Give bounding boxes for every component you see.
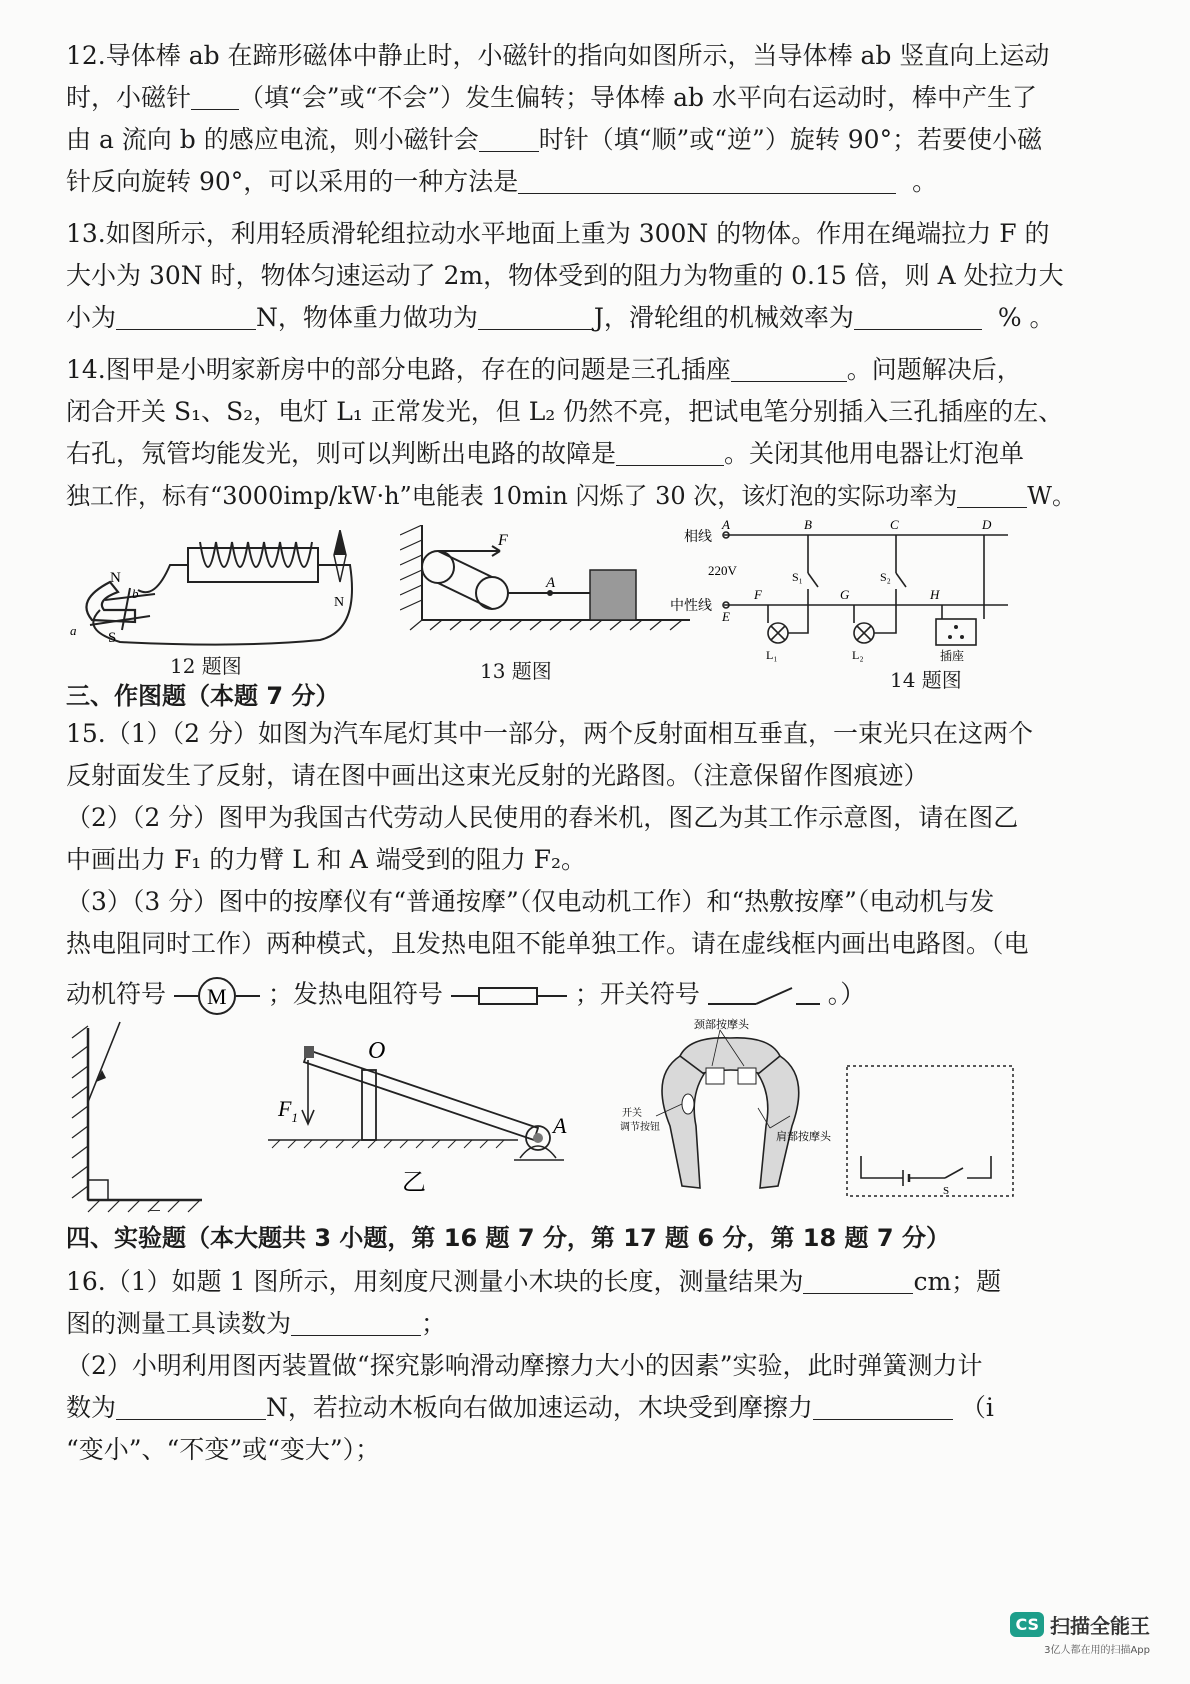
node-e-label: E: [722, 609, 730, 624]
q12-line2: 时，小磁针 （填“会”或“不会”）发生偏转；导体棒 ab 水平向右运动时，棒中产生了: [66, 83, 1037, 112]
answer-blank[interactable]: [813, 1397, 953, 1420]
app-name: 扫描全能王: [1050, 1614, 1150, 1638]
q15-p3b: 热电阻同时工作）两种模式，且发热电阻不能单独工作。请在虚线框内画出电路图。（电: [66, 929, 1029, 958]
compass-n-label: N: [334, 595, 345, 610]
node-a-label: A: [722, 517, 730, 532]
q15-p2b: 中画出力 F₁ 的力臂 L 和 A 端受到的阻力 F₂。: [66, 845, 587, 874]
rod-b-label: b: [132, 586, 139, 601]
answer-blank[interactable]: [191, 87, 239, 110]
figure-14: [668, 515, 1028, 665]
q15-p3c: 动机符号 M ；发热电阻符号 ；开关符号 。）: [66, 976, 865, 1016]
q14-line4: 独工作，标有“3000imp/kW·h”电能表 10min 闪烁了 30 次，该灯泡的实际功率为 W。: [66, 482, 1076, 510]
answer-blank[interactable]: [518, 171, 896, 194]
figure-13-caption: 13 题图: [480, 659, 552, 683]
answer-blank[interactable]: [116, 1397, 266, 1420]
lever-caption: 乙: [402, 1170, 426, 1196]
resistor-symbol-icon: [451, 984, 567, 1008]
figure-14-caption: 14 题图: [890, 668, 962, 692]
neutral-wire-label: 中性线: [670, 599, 712, 614]
answer-blank[interactable]: [854, 307, 982, 330]
q16-line3: （2）小明利用图丙装置做“探究影响滑动摩擦力大小的因素”实验，此时弹簧测力计: [66, 1351, 983, 1380]
switch-symbol-icon: [708, 982, 820, 1010]
q14-line1: 14.图甲是小明家新房中的部分电路，存在的问题是三孔插座 。问题解决后，: [66, 355, 1022, 384]
reflector-figure: [64, 1018, 204, 1213]
app-slogan: 3亿人都在用的扫描App: [1044, 1645, 1150, 1656]
scanner-watermark: [1010, 1610, 1150, 1656]
switch-label-1: 开关: [622, 1108, 642, 1119]
section-3-title: 三、作图题（本题 7 分）: [66, 682, 340, 710]
lamp-l1-label: L₁: [766, 648, 778, 662]
voltage-label: 220V: [708, 563, 737, 578]
q13-line1: 13.如图所示，利用轻质滑轮组拉动水平地面上重为 300N 的物体。作用在绳端拉力 F 的: [66, 219, 1050, 248]
answer-blank[interactable]: [291, 1313, 421, 1336]
answer-blank[interactable]: [616, 443, 724, 466]
switch-s1-label: S₁: [792, 570, 803, 584]
magnet-n-label: N: [110, 570, 121, 586]
live-wire-label: 相线: [684, 530, 712, 545]
q14-line2: 闭合开关 S₁、S₂，电灯 L₁ 正常发光，但 L₂ 仍然不亮，把试电笔分别插入三孔插座的左、: [66, 397, 1064, 426]
node-g-label: G: [840, 587, 850, 602]
q16-line5: “变小”、“不变”或“变大”）；: [66, 1435, 381, 1464]
q16-line1: 16.（1）如题 1 图所示，用刻度尺测量小木块的长度，测量结果为 cm；题: [66, 1267, 1002, 1296]
q15-p1a: 15.（1）（2 分）如图为汽车尾灯其中一部分，两个反射面相互垂直，一束光只在这两个: [66, 719, 1034, 748]
q16-line2: 图的测量工具读数为 ；: [66, 1309, 447, 1338]
q13-line3: 小为 N，物体重力做功为 J，滑轮组的机械效率为 % 。: [66, 303, 1055, 332]
rod-a-label: a: [70, 623, 77, 638]
motor-symbol-label: M: [206, 984, 227, 1009]
node-f-label: F: [754, 587, 762, 602]
q15-p3a: （3）（3 分）图中的按摩仪有“普通按摩”（仅电动机工作）和“热敷按摩”（电动机与发: [66, 887, 995, 916]
force-f1-label: $F_1$: [278, 1096, 298, 1125]
q12-line1: 12.导体棒 ab 在蹄形磁体中静止时，小磁针的指向如图所示，当导体棒 ab 竖直向上运动: [66, 41, 1050, 70]
app-badge-icon: CS: [1010, 1612, 1044, 1637]
socket-label: 插座: [940, 649, 965, 663]
switch-s2-label: S₂: [880, 570, 891, 584]
switch-s-label: S: [943, 1185, 950, 1197]
node-d-label: D: [982, 517, 992, 532]
node-c-label: C: [890, 517, 899, 532]
answer-blank[interactable]: [803, 1271, 913, 1294]
q15-p1b: 反射面发生了反射，请在图中画出这束光反射的光路图。（注意保留作图痕迹）: [66, 761, 929, 790]
switch-label-2: 调节按钮: [620, 1122, 660, 1133]
magnet-s-label: S: [108, 630, 117, 646]
force-f-label: F: [498, 532, 508, 549]
q12-line3: 由 a 流向 b 的感应电流，则小磁针会 时针（填“顺”或“逆”）旋转 90°；若要使小磁: [66, 125, 1043, 154]
lever-figure: [268, 1030, 588, 1200]
q16-line4: 数为 N，若拉动木板向右做加速运动，木块受到摩擦力 （i: [66, 1393, 994, 1422]
pivot-o-label: O: [368, 1038, 386, 1064]
q13-line2: 大小为 30N 时，物体匀速运动了 2m，物体受到的阻力为物重的 0.15 倍，则 A 处拉力大: [66, 261, 1064, 290]
stray-mark: [150, 1210, 160, 1211]
figure-12-caption: 12 题图: [170, 654, 242, 678]
shoulder-head-label: 肩部按摩头: [776, 1131, 831, 1143]
answer-blank[interactable]: [731, 359, 847, 382]
answer-blank[interactable]: [116, 307, 256, 330]
section-4-title: 四、实验题（本大题共 3 小题，第 16 题 7 分，第 17 题 6 分，第 18 题 7 分）: [66, 1224, 950, 1252]
q14-line3: 右孔，氖管均能发光，则可以判断出电路的故障是 。关闭其他用电器让灯泡单: [66, 439, 1025, 468]
neck-head-label: 颈部按摩头: [694, 1019, 749, 1031]
q12-line4: 针反向旋转 90°，可以采用的一种方法是 。: [66, 167, 938, 196]
answer-blank[interactable]: [479, 129, 539, 152]
node-b-label: B: [804, 517, 812, 532]
circuit-answer-box[interactable]: [845, 1064, 1017, 1202]
answer-blank[interactable]: [957, 485, 1027, 508]
massager-figure: [620, 1016, 850, 1196]
figure-13: [400, 525, 710, 650]
motor-symbol-icon: [174, 976, 260, 1016]
end-a-label: A: [553, 1113, 567, 1138]
lamp-l2-label: L₂: [852, 648, 864, 662]
q15-p2a: （2）（2 分）图甲为我国古代劳动人民使用的舂米机，图乙为其工作示意图，请在图乙: [66, 803, 1019, 832]
answer-blank[interactable]: [478, 307, 594, 330]
point-a-label: A: [546, 575, 556, 591]
light-arrow-icon: [96, 1070, 106, 1082]
node-h-label: H: [930, 587, 940, 602]
